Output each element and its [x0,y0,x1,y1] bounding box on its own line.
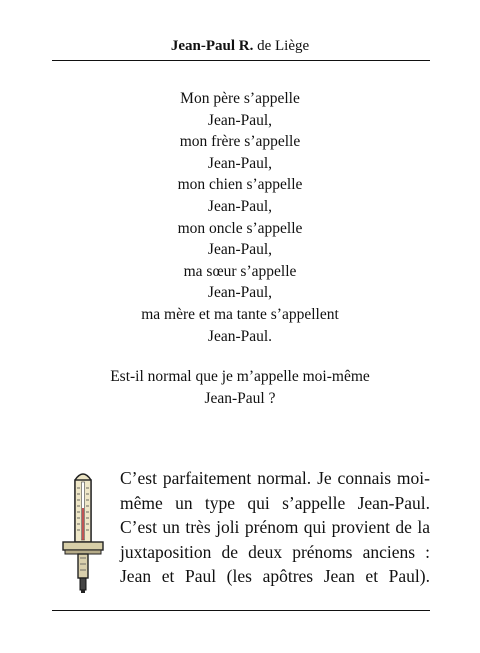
poem-line: Jean-Paul, [207,284,273,302]
answer-line: C’est parfaitement normal. Je connais moi- [120,468,430,488]
answer-line: Jean et Paul (les apôtres Jean et Paul). [120,566,430,586]
poem-line: Mon père s’appelle [180,90,300,107]
answer-text [120,466,430,589]
answer-line: même un type qui s’appelle Jean-Paul. [120,492,430,513]
author-location: de Liège [257,38,310,54]
poem-line: ma sœur s’appelle [183,262,297,280]
poem-line: mon frère s’appelle [179,133,301,151]
question-line: Jean-Paul ? [204,389,276,407]
poem-line: mon oncle s’appelle [177,219,303,237]
answer-line: C’est un très joli prénom qui provient de la [120,517,430,537]
answer-line: juxtaposition de deux prénoms anciens : [120,541,430,562]
poem-line: mon chien s’appelle [177,176,303,194]
poem-line: Jean-Paul, [207,111,273,129]
poem-line: Jean-Paul. [207,327,273,345]
question-line: Est-il normal que je m’appelle moi-même [110,368,370,385]
poem-line: ma mère et ma tante s’appellent [141,305,339,323]
author-name: Jean-Paul R. [170,38,254,54]
thermometer-icon [56,468,110,594]
bottom-divider [52,610,430,611]
poem-question [0,88,480,347]
top-divider [52,60,430,61]
poem-line: Jean-Paul, [207,197,273,215]
poem-line: Jean-Paul, [207,241,273,259]
question-text [0,366,480,409]
page-header [0,37,480,55]
poem-line: Jean-Paul, [207,154,273,172]
answer-block [52,466,432,596]
